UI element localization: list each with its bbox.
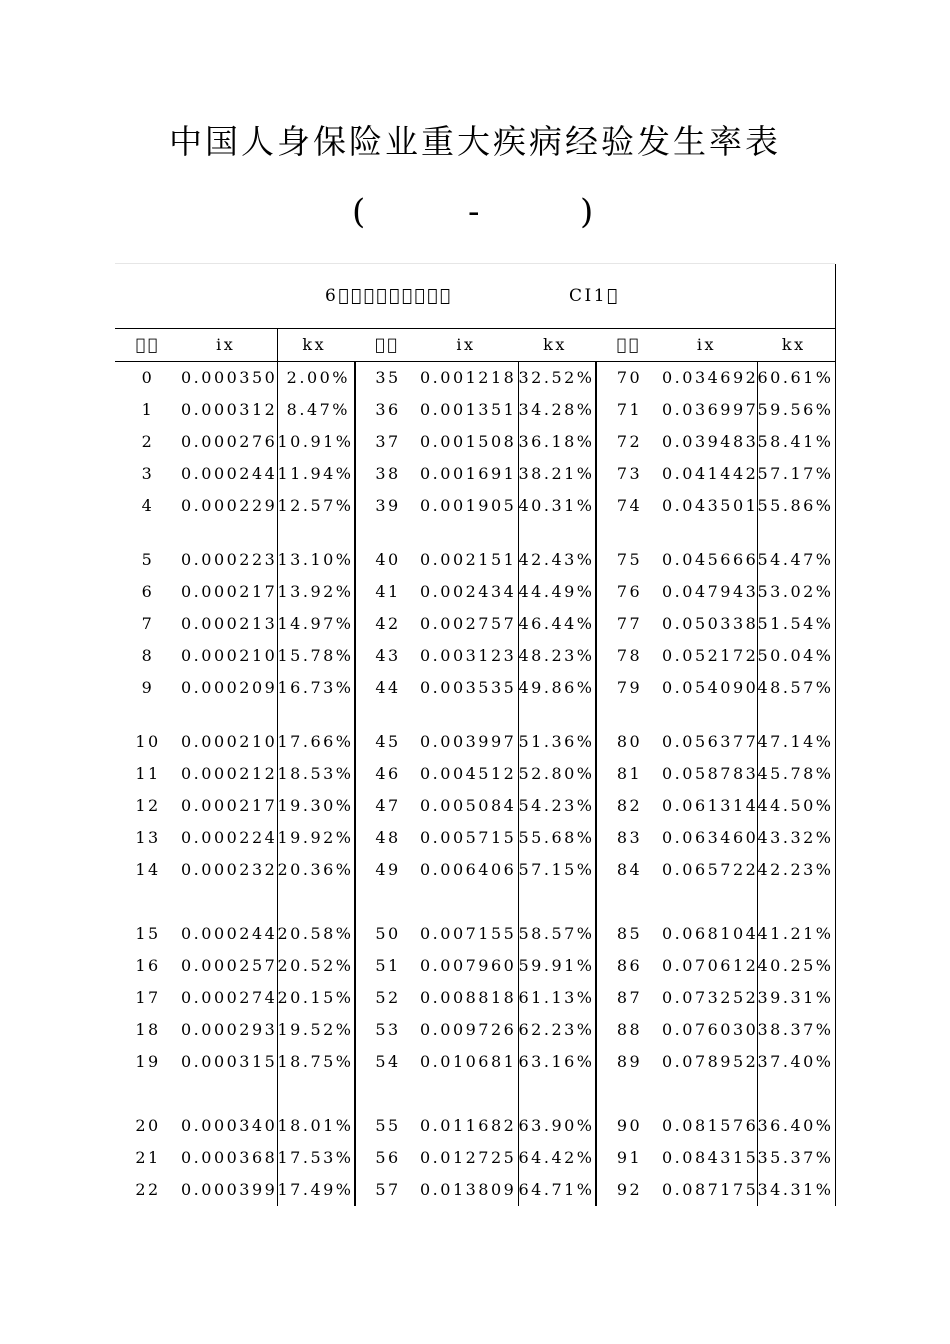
cell-kx-1: 18.75% bbox=[277, 1046, 355, 1078]
cell-kx-3: 58.41% bbox=[757, 426, 835, 458]
cell-ix-2: 0.003535 bbox=[420, 672, 518, 704]
cell-ix-3: 0.078952 bbox=[662, 1046, 757, 1078]
cell-age-2: 48 bbox=[375, 828, 401, 847]
cell-kx-3: 38.37% bbox=[757, 1014, 835, 1046]
cell-ix-1: 0.000312 bbox=[181, 394, 277, 426]
cell-kx-2: 62.23% bbox=[518, 1014, 596, 1046]
cell-kx-3: 43.32% bbox=[757, 822, 835, 854]
cell-kx-2: 46.44% bbox=[518, 608, 596, 640]
cell-kx-3: 40.25% bbox=[757, 950, 835, 982]
cell-kx-3: 57.17% bbox=[757, 458, 835, 490]
cell-age-1: 0 bbox=[141, 368, 155, 387]
cell-ix-1: 0.000315 bbox=[181, 1046, 277, 1078]
cell-ix-3: 0.054090 bbox=[662, 672, 757, 704]
cell-kx-3: 41.21% bbox=[757, 918, 835, 950]
cell-kx-2: 42.43% bbox=[518, 544, 596, 576]
cell-ix-3: 0.047943 bbox=[662, 576, 757, 608]
cell-age-3: 81 bbox=[616, 764, 643, 783]
cell-ix-2: 0.001905 bbox=[420, 490, 518, 522]
cell-kx-3: 48.57% bbox=[757, 672, 835, 704]
cell-ix-2: 0.012725 bbox=[420, 1142, 518, 1174]
cell-age-2: 46 bbox=[375, 764, 401, 783]
cell-kx-1: 20.58% bbox=[277, 918, 355, 950]
cell-ix-2: 0.011682 bbox=[420, 1110, 518, 1142]
cell-kx-2: 61.13% bbox=[518, 982, 596, 1014]
cell-ix-2: 0.008818 bbox=[420, 982, 518, 1014]
header-ix-3: ix bbox=[662, 329, 757, 362]
cell-age-2: 38 bbox=[375, 464, 401, 483]
cell-ix-1: 0.000213 bbox=[181, 608, 277, 640]
cell-kx-1: 8.47% bbox=[277, 394, 355, 426]
cell-age-3: 83 bbox=[616, 828, 643, 847]
cell-ix-1: 0.000229 bbox=[181, 490, 277, 522]
cell-ix-2: 0.007155 bbox=[420, 918, 518, 950]
cell-ix-3: 0.061314 bbox=[662, 790, 757, 822]
table-row bbox=[115, 1110, 835, 1142]
cell-age-2: 42 bbox=[375, 614, 401, 633]
cell-kx-2: 32.52% bbox=[518, 362, 596, 395]
table-row bbox=[115, 918, 835, 950]
table-row bbox=[115, 576, 835, 608]
cell-ix-2: 0.002434 bbox=[420, 576, 518, 608]
subtitle-open-paren: ( bbox=[352, 192, 366, 232]
cell-age-3: 90 bbox=[616, 1116, 643, 1135]
cell-kx-3: 47.14% bbox=[757, 726, 835, 758]
cell-ix-2: 0.005715 bbox=[420, 822, 518, 854]
cell-kx-1: 17.49% bbox=[277, 1174, 355, 1206]
cell-age-2: 50 bbox=[375, 924, 401, 943]
cell-ix-3: 0.081576 bbox=[662, 1110, 757, 1142]
cell-kx-2: 48.23% bbox=[518, 640, 596, 672]
cell-ix-1: 0.000244 bbox=[181, 458, 277, 490]
cell-ix-2: 0.004512 bbox=[420, 758, 518, 790]
header-age-2:    bbox=[355, 329, 420, 362]
cell-kx-1: 10.91% bbox=[277, 426, 355, 458]
cell-kx-1: 16.73% bbox=[277, 672, 355, 704]
cell-age-3: 78 bbox=[616, 646, 643, 665]
cell-age-2: 54 bbox=[375, 1052, 401, 1071]
table-row bbox=[115, 822, 835, 854]
cell-ix-2: 0.005084 bbox=[420, 790, 518, 822]
table-row bbox=[115, 854, 835, 886]
cell-ix-2: 0.003997 bbox=[420, 726, 518, 758]
table-row bbox=[115, 790, 835, 822]
cell-age-1: 16 bbox=[135, 956, 161, 975]
cell-kx-2: 63.16% bbox=[518, 1046, 596, 1078]
cell-ix-1: 0.000399 bbox=[181, 1174, 277, 1206]
cell-ix-3: 0.058783 bbox=[662, 758, 757, 790]
cell-age-1: 10 bbox=[135, 732, 161, 751]
table-row bbox=[115, 394, 835, 426]
cell-kx-1: 18.53% bbox=[277, 758, 355, 790]
cell-ix-3: 0.063460 bbox=[662, 822, 757, 854]
cell-age-2: 44 bbox=[375, 678, 401, 697]
incidence-table bbox=[115, 263, 836, 1206]
cell-kx-3: 45.78% bbox=[757, 758, 835, 790]
cell-age-1: 11 bbox=[135, 764, 161, 783]
cell-age-1: 9 bbox=[141, 678, 155, 697]
header-kx-1: kx bbox=[277, 329, 355, 362]
cell-age-3: 92 bbox=[616, 1180, 643, 1199]
cell-kx-1: 19.30% bbox=[277, 790, 355, 822]
subtitle-dash: - bbox=[468, 192, 480, 232]
cell-age-3: 86 bbox=[616, 956, 643, 975]
cell-ix-3: 0.034692 bbox=[662, 362, 757, 395]
page-title: 中国人身保险业重大疾病经验发生率表 bbox=[169, 122, 781, 161]
cell-ix-3: 0.087175 bbox=[662, 1174, 757, 1206]
cell-kx-3: 34.31% bbox=[757, 1174, 835, 1206]
table-row bbox=[115, 426, 835, 458]
cell-kx-3: 36.40% bbox=[757, 1110, 835, 1142]
cell-ix-1: 0.000210 bbox=[181, 640, 277, 672]
header-kx-2: kx bbox=[518, 329, 596, 362]
cell-kx-2: 52.80% bbox=[518, 758, 596, 790]
table-row bbox=[115, 544, 835, 576]
cell-kx-1: 19.92% bbox=[277, 822, 355, 854]
cell-kx-1: 15.78% bbox=[277, 640, 355, 672]
cell-age-3: 76 bbox=[616, 582, 643, 601]
cell-ix-1: 0.000217 bbox=[181, 790, 277, 822]
cell-ix-1: 0.000212 bbox=[181, 758, 277, 790]
cell-age-2: 47 bbox=[375, 796, 401, 815]
cell-ix-3: 0.068104 bbox=[662, 918, 757, 950]
cell-kx-1: 11.94% bbox=[277, 458, 355, 490]
cell-ix-3: 0.050338 bbox=[662, 608, 757, 640]
cell-ix-2: 0.010681 bbox=[420, 1046, 518, 1078]
cell-kx-2: 51.36% bbox=[518, 726, 596, 758]
cell-age-2: 55 bbox=[375, 1116, 401, 1135]
cell-ix-2: 0.002151 bbox=[420, 544, 518, 576]
cell-age-1: 15 bbox=[135, 924, 161, 943]
cell-ix-2: 0.009726 bbox=[420, 1014, 518, 1046]
cell-kx-1: 12.57% bbox=[277, 490, 355, 522]
header-age-1:    bbox=[115, 329, 181, 362]
header-kx-3: kx bbox=[757, 329, 835, 362]
table-row bbox=[115, 758, 835, 790]
table-row bbox=[115, 1142, 835, 1174]
cell-kx-1: 20.52% bbox=[277, 950, 355, 982]
cell-kx-2: 63.90% bbox=[518, 1110, 596, 1142]
cell-age-3: 70 bbox=[616, 368, 643, 387]
table-row bbox=[115, 490, 835, 522]
table-row bbox=[115, 1014, 835, 1046]
cell-kx-3: 55.86% bbox=[757, 490, 835, 522]
cell-ix-3: 0.052172 bbox=[662, 640, 757, 672]
header-ix-1: ix bbox=[181, 329, 277, 362]
cell-kx-1: 13.10% bbox=[277, 544, 355, 576]
cell-kx-1: 19.52% bbox=[277, 1014, 355, 1046]
cell-kx-2: 36.18% bbox=[518, 426, 596, 458]
cell-kx-3: 51.54% bbox=[757, 608, 835, 640]
table-caption-cell bbox=[115, 264, 835, 329]
table-row bbox=[115, 362, 835, 395]
cell-age-3: 79 bbox=[616, 678, 643, 697]
cell-kx-1: 17.53% bbox=[277, 1142, 355, 1174]
cell-ix-3: 0.065722 bbox=[662, 854, 757, 886]
cell-age-3: 91 bbox=[616, 1148, 643, 1167]
cell-kx-2: 34.28% bbox=[518, 394, 596, 426]
cell-age-2: 40 bbox=[375, 550, 401, 569]
cell-kx-3: 50.04% bbox=[757, 640, 835, 672]
cell-ix-1: 0.000293 bbox=[181, 1014, 277, 1046]
cell-ix-3: 0.073252 bbox=[662, 982, 757, 1014]
table-row bbox=[115, 950, 835, 982]
cell-ix-1: 0.000217 bbox=[181, 576, 277, 608]
cell-age-2: 41 bbox=[375, 582, 401, 601]
cell-ix-3: 0.036997 bbox=[662, 394, 757, 426]
cell-ix-2: 0.013809 bbox=[420, 1174, 518, 1206]
cell-kx-3: 54.47% bbox=[757, 544, 835, 576]
cell-ix-2: 0.006406 bbox=[420, 854, 518, 886]
cell-kx-3: 35.37% bbox=[757, 1142, 835, 1174]
header-ix-2: ix bbox=[420, 329, 518, 362]
cell-ix-1: 0.000209 bbox=[181, 672, 277, 704]
cell-ix-3: 0.045666 bbox=[662, 544, 757, 576]
cell-age-1: 21 bbox=[135, 1148, 161, 1167]
page-subtitle bbox=[0, 192, 950, 242]
cell-age-1: 2 bbox=[141, 432, 155, 451]
table-header-row bbox=[115, 329, 835, 362]
cell-age-1: 18 bbox=[135, 1020, 161, 1039]
cell-age-2: 37 bbox=[375, 432, 401, 451]
cell-ix-3: 0.076030 bbox=[662, 1014, 757, 1046]
cell-age-2: 53 bbox=[375, 1020, 401, 1039]
cell-kx-2: 40.31% bbox=[518, 490, 596, 522]
table-row bbox=[115, 726, 835, 758]
cell-kx-1: 13.92% bbox=[277, 576, 355, 608]
cell-kx-2: 57.15% bbox=[518, 854, 596, 886]
cell-ix-1: 0.000223 bbox=[181, 544, 277, 576]
cell-age-3: 82 bbox=[616, 796, 643, 815]
cell-kx-2: 64.71% bbox=[518, 1174, 596, 1206]
cell-kx-2: 64.42% bbox=[518, 1142, 596, 1174]
table-row bbox=[115, 1174, 835, 1206]
cell-kx-1: 2.00% bbox=[277, 362, 355, 395]
cell-ix-2: 0.001691 bbox=[420, 458, 518, 490]
cell-kx-3: 42.23% bbox=[757, 854, 835, 886]
cell-ix-3: 0.056377 bbox=[662, 726, 757, 758]
cell-age-2: 39 bbox=[375, 496, 401, 515]
cell-kx-1: 20.15% bbox=[277, 982, 355, 1014]
cell-kx-2: 54.23% bbox=[518, 790, 596, 822]
cell-age-1: 17 bbox=[135, 988, 161, 1007]
cell-age-3: 74 bbox=[616, 496, 643, 515]
cell-ix-1: 0.000224 bbox=[181, 822, 277, 854]
cell-kx-3: 37.40% bbox=[757, 1046, 835, 1078]
cell-age-1: 12 bbox=[135, 796, 161, 815]
cell-kx-3: 59.56% bbox=[757, 394, 835, 426]
cell-age-2: 52 bbox=[375, 988, 401, 1007]
cell-kx-2: 38.21% bbox=[518, 458, 596, 490]
cell-ix-2: 0.002757 bbox=[420, 608, 518, 640]
cell-kx-3: 44.50% bbox=[757, 790, 835, 822]
table-spacer-row bbox=[115, 886, 835, 918]
cell-ix-1: 0.000232 bbox=[181, 854, 277, 886]
table-caption-right: CI1  bbox=[569, 286, 620, 306]
cell-kx-3: 60.61% bbox=[757, 362, 835, 395]
cell-ix-1: 0.000274 bbox=[181, 982, 277, 1014]
cell-age-3: 89 bbox=[616, 1052, 643, 1071]
table-row bbox=[115, 672, 835, 704]
cell-age-1: 1 bbox=[141, 400, 155, 419]
table-row bbox=[115, 458, 835, 490]
cell-age-3: 73 bbox=[616, 464, 643, 483]
cell-ix-2: 0.001218 bbox=[420, 362, 518, 395]
table-spacer-row bbox=[115, 1078, 835, 1110]
cell-kx-2: 44.49% bbox=[518, 576, 596, 608]
cell-ix-3: 0.041442 bbox=[662, 458, 757, 490]
cell-age-2: 57 bbox=[375, 1180, 401, 1199]
table-row bbox=[115, 1046, 835, 1078]
cell-age-2: 36 bbox=[375, 400, 401, 419]
cell-age-2: 45 bbox=[375, 732, 401, 751]
cell-ix-3: 0.039483 bbox=[662, 426, 757, 458]
table-row bbox=[115, 640, 835, 672]
cell-ix-1: 0.000257 bbox=[181, 950, 277, 982]
cell-age-3: 84 bbox=[616, 860, 643, 879]
cell-age-1: 8 bbox=[141, 646, 155, 665]
cell-age-1: 19 bbox=[135, 1052, 161, 1071]
cell-age-1: 13 bbox=[135, 828, 161, 847]
header-age-3:    bbox=[596, 329, 662, 362]
table-row bbox=[115, 982, 835, 1014]
cell-ix-2: 0.007960 bbox=[420, 950, 518, 982]
cell-ix-3: 0.084315 bbox=[662, 1142, 757, 1174]
cell-kx-1: 17.66% bbox=[277, 726, 355, 758]
cell-age-2: 56 bbox=[375, 1148, 401, 1167]
cell-kx-2: 58.57% bbox=[518, 918, 596, 950]
cell-ix-3: 0.043501 bbox=[662, 490, 757, 522]
cell-age-3: 80 bbox=[616, 732, 643, 751]
cell-kx-1: 18.01% bbox=[277, 1110, 355, 1142]
cell-age-1: 22 bbox=[135, 1180, 161, 1199]
cell-ix-2: 0.001351 bbox=[420, 394, 518, 426]
subtitle-close-paren: ) bbox=[580, 192, 594, 232]
cell-age-2: 51 bbox=[375, 956, 401, 975]
incidence-table-container bbox=[115, 263, 835, 1206]
table-row bbox=[115, 608, 835, 640]
cell-age-1: 4 bbox=[141, 496, 155, 515]
cell-ix-1: 0.000350 bbox=[181, 362, 277, 395]
cell-ix-1: 0.000340 bbox=[181, 1110, 277, 1142]
table-spacer-row bbox=[115, 522, 835, 544]
cell-ix-1: 0.000244 bbox=[181, 918, 277, 950]
cell-age-3: 87 bbox=[616, 988, 643, 1007]
cell-age-1: 3 bbox=[141, 464, 155, 483]
cell-age-3: 75 bbox=[616, 550, 643, 569]
cell-kx-3: 39.31% bbox=[757, 982, 835, 1014]
cell-kx-2: 55.68% bbox=[518, 822, 596, 854]
cell-kx-1: 14.97% bbox=[277, 608, 355, 640]
cell-age-1: 7 bbox=[141, 614, 155, 633]
cell-ix-3: 0.070612 bbox=[662, 950, 757, 982]
cell-ix-2: 0.003123 bbox=[420, 640, 518, 672]
cell-kx-2: 59.91% bbox=[518, 950, 596, 982]
cell-ix-2: 0.001508 bbox=[420, 426, 518, 458]
cell-ix-1: 0.000276 bbox=[181, 426, 277, 458]
table-caption-row bbox=[115, 264, 835, 329]
cell-age-2: 43 bbox=[375, 646, 401, 665]
cell-age-1: 6 bbox=[141, 582, 155, 601]
cell-ix-1: 0.000210 bbox=[181, 726, 277, 758]
cell-age-2: 49 bbox=[375, 860, 401, 879]
cell-age-1: 5 bbox=[141, 550, 155, 569]
cell-kx-2: 49.86% bbox=[518, 672, 596, 704]
cell-age-3: 71 bbox=[616, 400, 643, 419]
cell-age-3: 77 bbox=[616, 614, 643, 633]
cell-kx-1: 20.36% bbox=[277, 854, 355, 886]
cell-kx-3: 53.02% bbox=[757, 576, 835, 608]
cell-age-3: 72 bbox=[616, 432, 643, 451]
cell-age-2: 35 bbox=[375, 368, 401, 387]
table-caption-left: 6          bbox=[325, 286, 453, 306]
cell-age-3: 88 bbox=[616, 1020, 643, 1039]
cell-ix-1: 0.000368 bbox=[181, 1142, 277, 1174]
cell-age-3: 85 bbox=[616, 924, 643, 943]
cell-age-1: 20 bbox=[135, 1116, 161, 1135]
table-spacer-row bbox=[115, 704, 835, 726]
cell-age-1: 14 bbox=[135, 860, 161, 879]
